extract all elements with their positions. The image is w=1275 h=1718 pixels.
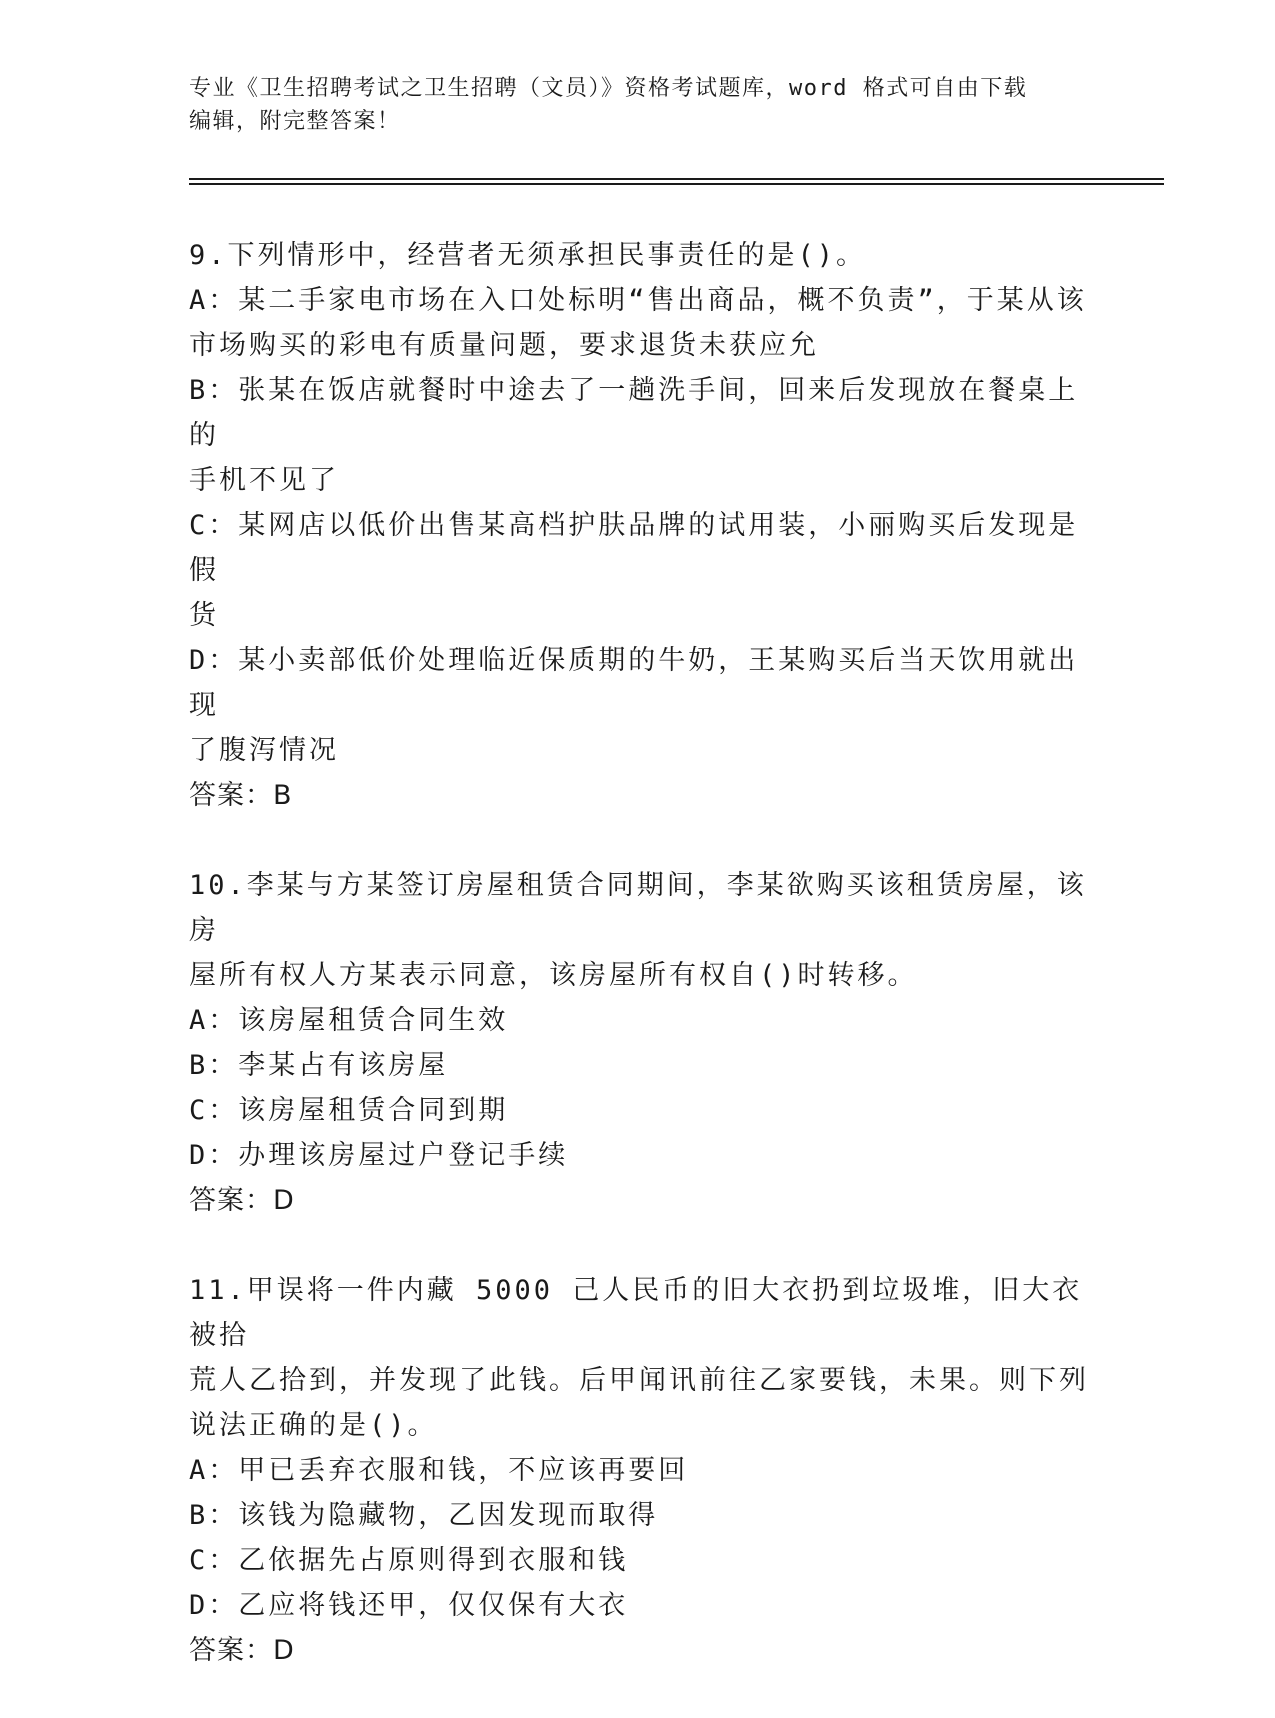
question-block [189,1268,1089,1673]
document-header [189,72,1069,138]
answer-option: 手机不见了 [189,465,339,496]
question-block [189,863,1089,1223]
answer-option: C：乙依据先占原则得到衣服和钱 [189,1545,629,1576]
question-stem: 屋所有权人方某表示同意，该房屋所有权自()时转移。 [189,960,918,991]
question-stem: 11.甲误将一件内藏 5000 己人民币的旧大衣扔到垃圾堆，旧大衣被拾 [189,1275,1083,1351]
answer-key: 答案：D [189,1185,295,1216]
answer-option: 了腹泻情况 [189,735,339,766]
answer-option: A：某二手家电市场在入口处标明“售出商品，概不负责”，于某从该 [189,285,1087,316]
question-stem: 荒人乙拾到，并发现了此钱。后甲闻讯前往乙家要钱，未果。则下列 [189,1365,1089,1396]
answer-option: D：某小卖部低价处理临近保质期的牛奶，王某购买后当天饮用就出现 [189,645,1079,721]
answer-option: A：甲已丢弃衣服和钱，不应该再要回 [189,1455,689,1486]
question-stem: 10.李某与方某签订房屋租赁合同期间，李某欲购买该租赁房屋，该房 [189,870,1087,946]
header-divider-bottom [189,183,1164,185]
answer-key: 答案：D [189,1635,295,1666]
answer-option: B：张某在饭店就餐时中途去了一趟洗手间，回来后发现放在餐桌上的 [189,375,1079,451]
answer-option: D：办理该房屋过户登记手续 [189,1140,569,1171]
header-line-1: 专业《卫生招聘考试之卫生招聘（文员）》资格考试题库，word 格式可自由下载 [189,76,1028,101]
question-stem: 9.下列情形中，经营者无须承担民事责任的是()。 [189,240,867,271]
question-stem: 说法正确的是()。 [189,1410,438,1441]
question-block [189,233,1089,818]
answer-option: A：该房屋租赁合同生效 [189,1005,509,1036]
question-list [189,233,1089,1718]
answer-option: C：某网店以低价出售某高档护肤品牌的试用装，小丽购买后发现是假 [189,510,1079,586]
answer-option: B：该钱为隐藏物，乙因发现而取得 [189,1500,659,1531]
header-line-2: 编辑，附完整答案！ [189,109,401,134]
answer-option: C：该房屋租赁合同到期 [189,1095,509,1126]
answer-option: D：乙应将钱还甲，仅仅保有大衣 [189,1590,629,1621]
answer-option: B：李某占有该房屋 [189,1050,449,1081]
header-divider-top [189,178,1164,180]
answer-key: 答案：B [189,780,293,811]
answer-option: 市场购买的彩电有质量问题，要求退货未获应允 [189,330,819,361]
answer-option: 货 [189,600,219,631]
